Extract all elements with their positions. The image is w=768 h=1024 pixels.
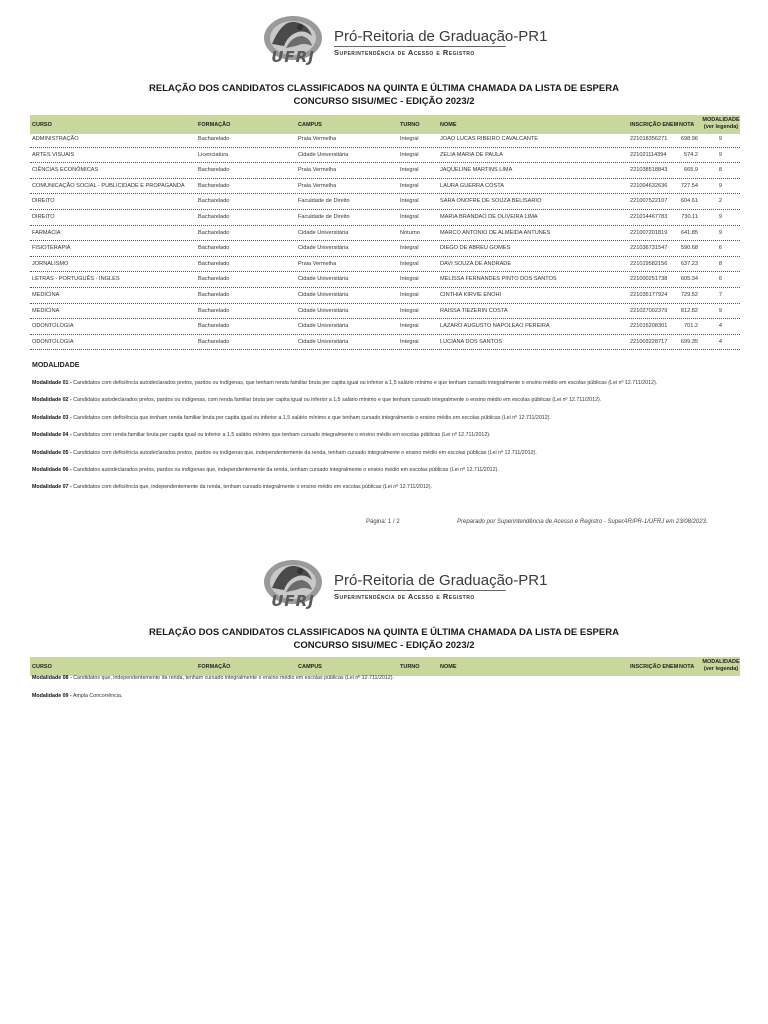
cell-turno: Integral: [400, 245, 419, 252]
col-modalidade-label: MODALIDADE: [702, 659, 740, 665]
cell-turno: Integral: [400, 260, 419, 267]
table-row: [30, 240, 740, 257]
cell-turno: Integral: [400, 151, 419, 158]
cell-campus: Praia Vermelha: [298, 182, 337, 189]
col-campus: CAMPUS: [298, 122, 322, 128]
cell-inscricao: 221035177924: [630, 292, 668, 298]
cell-formacao: Bacharelado: [198, 260, 230, 267]
cell-turno: Integral: [400, 323, 419, 330]
cell-curso: ODONTOLOGIA: [32, 338, 74, 345]
cell-campus: Faculdade de Direito: [298, 214, 350, 220]
cell-inscricao: 221003228717: [630, 338, 668, 345]
logo-divider: [334, 46, 506, 47]
superintendencia-subtitle: Superintendência de Acesso e Registro: [334, 592, 475, 601]
cell-turno: Integral: [400, 292, 419, 298]
cell-nome: CINTHIA KIRVIE ENOHI: [440, 292, 502, 298]
table-row: [30, 225, 740, 242]
cell-nome: DAVI SOUZA DE ANDRADE: [440, 260, 512, 267]
cell-nome: JOAO LUCAS RIBEIRO CAVALCANTE: [440, 136, 539, 142]
cell-curso: ADMINISTRAÇÃO: [32, 136, 79, 142]
cell-curso: ODONTOLOGIA: [32, 323, 74, 330]
modalidade-item: [32, 380, 742, 386]
cell-campus: Cidade Universitária: [298, 276, 349, 283]
cell-nome: LUCIANA DOS SANTOS: [440, 338, 503, 345]
cell-formacao: Bacharelado: [198, 136, 230, 142]
modalidade-text: Candidatos com deficiência que, independentemente da renda, tenham cursado integralmente o ensino médio em escolas públicas (Lei nº 12.711/2012).: [73, 484, 432, 491]
table-row: [30, 271, 740, 288]
cell-nota: 812.82: [680, 307, 698, 314]
col-curso: CURSO: [32, 122, 52, 128]
col-modalidade-label: MODALIDADE: [702, 117, 740, 123]
modalidade-label: Modalidade 02 -: [32, 397, 72, 404]
cell-modalidade: 6: [718, 276, 722, 283]
col-formacao: FORMAÇÃO: [198, 122, 231, 128]
cell-campus: Praia Vermelha: [298, 167, 337, 174]
cell-formacao: Bacharelado: [198, 229, 230, 236]
cell-modalidade: 6: [718, 245, 722, 252]
table-row: [30, 256, 740, 273]
cell-nota: 699.35: [680, 338, 698, 345]
cell-inscricao: 221004632636: [630, 182, 668, 189]
modalidade-label: Modalidade 01 -: [32, 380, 72, 386]
cell-turno: Integral: [400, 198, 419, 205]
modalidade-item: [32, 693, 742, 699]
cell-modalidade: 9: [718, 229, 722, 236]
modalidade-text: Candidatos com deficiência autodeclarados pretos, pardos ou indígenas que, independentemente da renda, tenham cursado integralmente o ensino médio em escolas públicas (Lei nº 12.711/2012).: [73, 449, 537, 456]
cell-turno: Integral: [400, 214, 419, 220]
cell-nome: JAQUELINE MARTINS LIMA: [440, 167, 513, 174]
table-row: [30, 193, 740, 210]
cell-modalidade: 7: [718, 292, 722, 298]
cell-modalidade: 9: [718, 151, 722, 158]
cell-curso: JORNALISMO: [32, 260, 69, 267]
cell-nome: SARA ONOFRE DE SOUZA BELISARIO: [440, 198, 542, 205]
cell-nome: MELISSA FERNANDES PINTO DOS SANTOS: [440, 276, 557, 283]
modalidade-label: Modalidade 04 -: [32, 432, 72, 439]
cell-curso: LETRAS - PORTUGUÊS - INGLES: [32, 276, 120, 283]
cell-nome: LAURA GUERRA COSTA: [440, 182, 504, 189]
table-row: [30, 131, 740, 148]
modalidade-item: [32, 432, 742, 438]
col-turno: TURNO: [400, 664, 420, 670]
cell-modalidade: 9: [718, 136, 722, 142]
table-row: [30, 162, 740, 179]
document-title: RELAÇÃO DOS CANDIDATOS CLASSIFICADOS NA QUINTA E ÚLTIMA CHAMADA DA LISTA DE ESPERA: [149, 627, 619, 638]
cell-curso: COMUNICAÇÃO SOCIAL - PUBLICIDADE E PROPAGANDA: [32, 182, 185, 189]
logo-divider: [334, 590, 506, 591]
cell-inscricao: 221036731547: [630, 245, 668, 252]
cell-formacao: Licenciatura: [198, 151, 229, 158]
cell-modalidade: 2: [718, 198, 722, 205]
modalidade-item: [32, 397, 742, 403]
cell-campus: Cidade Universitária: [298, 338, 349, 345]
cell-campus: Cidade Universitária: [298, 307, 349, 314]
cell-formacao: Bacharelado: [198, 323, 230, 330]
cell-nota: 605.34: [680, 276, 698, 283]
cell-turno: Integral: [400, 136, 419, 142]
modalidade-item: [32, 484, 742, 490]
cell-modalidade: 8: [718, 260, 722, 267]
cell-modalidade: 8: [718, 167, 722, 174]
modalidade-text: Candidatos autodeclarados pretos, pardos ou indígenas que, independentemente da renda, tenham cursado integralmente o ensino médio em escolas públicas (Lei nº 12.711/2012).: [73, 467, 499, 473]
cell-formacao: Bacharelado: [198, 198, 230, 205]
document-subtitle: CONCURSO SISU/MEC - EDIÇÃO 2023/2: [293, 640, 475, 651]
cell-modalidade: 4: [718, 323, 722, 330]
cell-curso: CIÊNCIAS ECONÔMICAS: [32, 167, 99, 174]
cell-turno: Integral: [400, 182, 419, 189]
ufrj-acronym: UFRJ: [271, 592, 315, 610]
superintendencia-subtitle: Superintendência de Acesso e Registro: [334, 48, 475, 57]
modalidade-item: [32, 467, 742, 473]
cell-nome: ZELIA MARIA DE PAULA: [440, 151, 504, 158]
modalidade-text: Candidatos autodeclarados pretos, pardos ou indígenas, com renda familiar bruta per capita igual ou inferior a 1,5 salário mínimo e que tenham cursado integralmente o ensino médio em escolas públicas (Lei nº 12.711/2012).: [73, 397, 602, 404]
ufrj-acronym: UFRJ: [271, 48, 315, 66]
col-inscricao: INSCRIÇÃO ENEM: [630, 122, 679, 128]
modalidade-label: Modalidade 06 -: [32, 467, 72, 473]
cell-turno: Noturno: [400, 229, 420, 236]
cell-inscricao: 221027002379: [630, 307, 668, 314]
col-nota: NOTA: [679, 664, 695, 670]
cell-turno: Integral: [400, 167, 419, 174]
cell-inscricao: 221007522107: [630, 198, 668, 205]
col-modalidade: [702, 117, 740, 131]
page-1-header: [0, 14, 768, 76]
page-2-header: [0, 558, 768, 620]
modalidade-text: Candidatos com deficiência autodeclarados pretos, pardos ou indígenas, que tenham renda familiar bruta per capita igual ou inferior a 1,5 salário mínimo e que tenham cursado integralmente o ensino médio em escolas públicas (Lei nº 12.711/2012).: [73, 380, 658, 386]
cell-campus: Cidade Universitária: [298, 245, 349, 252]
cell-nota: 604.61: [680, 198, 698, 205]
cell-formacao: Bacharelado: [198, 276, 230, 283]
cell-nome: MARCO ANTONIO DE ALMEIDA ANTUNES: [440, 229, 551, 236]
col-modalidade-legend: (ver legenda): [703, 124, 739, 130]
cell-modalidade: 9: [718, 182, 722, 189]
cell-campus: Praia Vermelha: [298, 136, 337, 142]
cell-turno: Integral: [400, 338, 419, 345]
cell-formacao: Bacharelado: [198, 307, 230, 314]
modalidade-item: [32, 450, 742, 456]
modalidade-item: [32, 415, 742, 421]
cell-modalidade: 9: [718, 307, 722, 314]
table-row: [30, 209, 740, 226]
cell-campus: Cidade Universitária: [298, 323, 349, 330]
cell-nota: 665.9: [684, 167, 698, 174]
cell-inscricao: 221038518843: [630, 167, 668, 174]
cell-nome: LAZARO AUGUSTO NAPOLEAO PEREIRA: [440, 323, 550, 330]
cell-nota: 729.52: [680, 292, 698, 298]
col-turno: TURNO: [400, 122, 420, 128]
table-row: [30, 147, 740, 164]
document-subtitle: CONCURSO SISU/MEC - EDIÇÃO 2023/2: [293, 96, 475, 107]
modalidade-heading: MODALIDADE: [32, 362, 80, 369]
cell-turno: Integral: [400, 307, 419, 314]
cell-modalidade: 9: [718, 214, 722, 220]
cell-formacao: Bacharelado: [198, 245, 230, 252]
pro-reitoria-title: Pró-Reitoria de Graduação-PR1: [334, 28, 548, 45]
cell-formacao: Bacharelado: [198, 338, 230, 345]
prepared-by-note: Preparado por Superintendência de Acesso e Registro - SuperAR/PR-1/UFRJ em 23/08/2023.: [457, 519, 708, 525]
cell-nome: DIEGO DE ABREU GOMES: [440, 245, 511, 252]
cell-nome: RAISSA TIEZERIN COSTA: [440, 307, 508, 314]
cell-inscricao: 221019582156: [630, 260, 668, 267]
modalidade-label: Modalidade 09 -: [32, 692, 72, 699]
cell-campus: Faculdade de Direito: [298, 198, 350, 205]
table-header: [30, 657, 740, 676]
pro-reitoria-title: Pró-Reitoria de Graduação-PR1: [334, 572, 548, 589]
col-nome: NOME: [440, 664, 457, 670]
modalidade-label: Modalidade 03 -: [32, 414, 72, 421]
modalidade-text: Candidatos com renda familiar bruta per capita igual ou inferior a 1,5 salário mínimo que tenham cursado integralmente o ensino médio em escolas públicas (Lei nº 12.711/2012).: [73, 432, 491, 439]
document-title: RELAÇÃO DOS CANDIDATOS CLASSIFICADOS NA QUINTA E ÚLTIMA CHAMADA DA LISTA DE ESPERA: [149, 83, 619, 94]
col-nota: NOTA: [679, 122, 695, 128]
cell-curso: DIREITO: [32, 214, 55, 220]
cell-inscricao: 221000251738: [630, 276, 668, 283]
cell-curso: FARMÁCIA: [32, 229, 61, 236]
cell-modalidade: 4: [718, 338, 722, 345]
cell-formacao: Bacharelado: [198, 292, 230, 298]
col-nome: NOME: [440, 122, 457, 128]
cell-nota: 574.2: [684, 151, 698, 158]
col-modalidade: [702, 659, 740, 673]
page-number: Página: 1 / 2: [366, 519, 400, 525]
modalidade-label: Modalidade 08 -: [32, 675, 72, 681]
cell-curso: MEDICINA: [32, 292, 60, 298]
cell-curso: FISIOTERAPIA: [32, 245, 71, 252]
cell-curso: MEDICINA: [32, 307, 60, 314]
table-row: [30, 303, 740, 320]
cell-nota: 727.54: [680, 182, 698, 189]
cell-campus: Praia Vermelha: [298, 260, 337, 267]
cell-inscricao: 221021114394: [630, 151, 667, 158]
modalidade-text: Candidatos com deficiência que tenham renda familiar bruta per capita igual ou inferior a 1,5 salário mínimo e que tenham cursado integralmente o ensino médio em escolas públicas (Lei nº 12.711/2012).: [73, 414, 551, 421]
cell-inscricao: 221007201819: [630, 229, 668, 236]
modalidade-text: Candidatos que, independentemente da renda, tenham cursado integralmente o ensino médio em escolas públicas (Lei nº 12.711/2012).: [73, 675, 394, 681]
col-inscricao: INSCRIÇÃO ENEM: [630, 664, 679, 670]
cell-formacao: Bacharelado: [198, 182, 230, 189]
col-campus: CAMPUS: [298, 664, 322, 670]
cell-nota: 637.23: [680, 260, 698, 267]
cell-formacao: Bacharelado: [198, 214, 230, 220]
table-row: [30, 318, 740, 335]
col-formacao: FORMAÇÃO: [198, 664, 231, 670]
modalidade-item: [32, 675, 742, 681]
table-row: [30, 287, 740, 304]
col-curso: CURSO: [32, 664, 52, 670]
cell-campus: Cidade Universitária: [298, 292, 349, 298]
cell-nota: 698.96: [680, 136, 698, 142]
cell-formacao: Bacharelado: [198, 167, 230, 174]
cell-nome: MARIA BRANDAO DE OLIVEIRA LIMA: [440, 214, 538, 220]
cell-campus: Cidade Universitária: [298, 229, 349, 236]
table-row: [30, 334, 740, 351]
cell-inscricao: 221014467783: [630, 214, 668, 220]
table-row: [30, 178, 740, 195]
modalidade-text: Ampla Concorrência.: [72, 692, 123, 699]
modalidade-label: Modalidade 05 -: [32, 449, 72, 456]
cell-curso: ARTES VISUAIS: [32, 151, 75, 158]
modalidade-label: Modalidade 07 -: [32, 484, 72, 491]
cell-campus: Cidade Universitária: [298, 151, 349, 158]
cell-curso: DIREITO: [32, 198, 55, 205]
col-modalidade-legend: (ver legenda): [703, 666, 739, 672]
cell-inscricao: 221015208301: [630, 323, 668, 330]
cell-turno: Integral: [400, 276, 419, 283]
cell-nota: 641.85: [680, 229, 698, 236]
cell-nota: 730.11: [681, 214, 698, 220]
cell-nota: 590.68: [680, 245, 698, 252]
cell-nota: 701.2: [684, 323, 698, 330]
cell-inscricao: 221018356271: [630, 136, 668, 142]
